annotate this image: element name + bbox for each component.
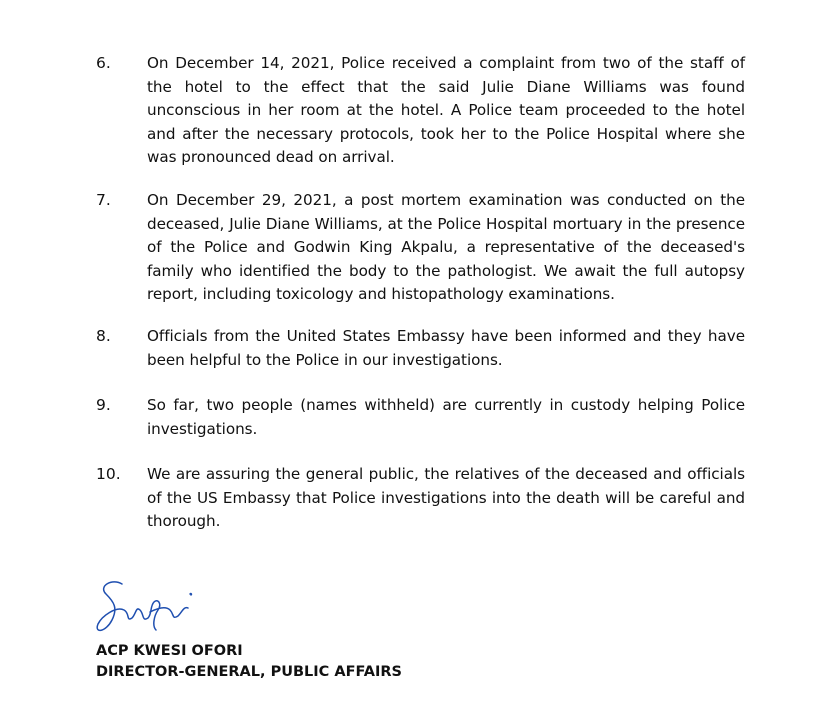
- paragraph-number: 6.: [96, 54, 111, 72]
- handwritten-signature: [92, 576, 202, 642]
- paragraph-text: We are assuring the general public, the relatives of the deceased and officials of the US Embassy that Police investigations into the death will be careful and thorough.: [147, 465, 745, 530]
- signatory-name: ACP KWESI OFORI: [96, 643, 243, 659]
- signatory-title: DIRECTOR-GENERAL, PUBLIC AFFAIRS: [96, 664, 402, 680]
- paragraph-text: On December 29, 2021, a post mortem examination was conducted on the deceased, Julie Diane Williams, at the Police Hospital mortuary in the presence of the Police and Godwin King Akpalu, a representative of the deceased's family who identified the body to the pathologist. We await the full autopsy report, including toxicology and histopathology examinations.: [147, 191, 745, 303]
- paragraph-number: 9.: [96, 396, 111, 414]
- paragraph-number: 8.: [96, 327, 111, 345]
- paragraph-number: 7.: [96, 191, 111, 209]
- paragraph-text: So far, two people (names withheld) are currently in custody helping Police investigations.: [147, 396, 745, 438]
- paragraph-number: 10.: [96, 465, 121, 483]
- paragraph-text: Officials from the United States Embassy have been informed and they have been helpful to the Police in our investigations.: [147, 327, 745, 369]
- paragraph-text: On December 14, 2021, Police received a complaint from two of the staff of the hotel to the effect that the said Julie Diane Williams was found unconscious in her room at the hotel. A Police team proceeded to the hotel and after the necessary protocols, took her to the Police Hospital where she was pronounced dead on arrival.: [147, 54, 745, 166]
- signature-stroke: [97, 582, 191, 630]
